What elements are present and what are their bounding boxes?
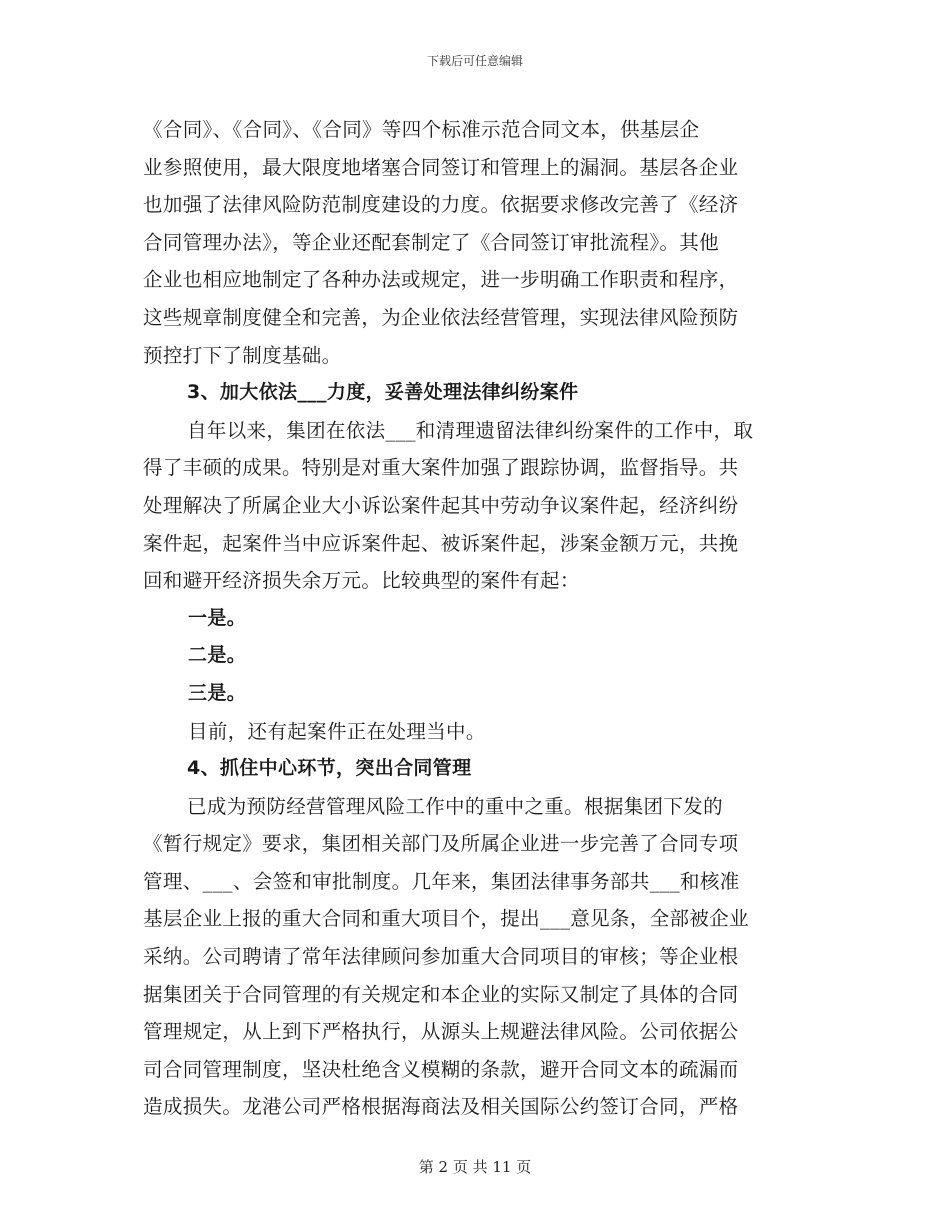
paragraph-line: 《暂行规定》要求，集团相关部门及所属企业进一步完善了合同专项 <box>143 832 739 856</box>
paragraph-line: 回和避开经济损失余万元。比较典型的案件有起： <box>143 569 580 593</box>
paragraph-line: 管理、___、会签和审批制度。几年来，集团法律事务部共___和核准 <box>143 869 740 893</box>
paragraph-line: 业参照使用，最大限度地堵塞合同签订和管理上的漏洞。基层各企业 <box>143 155 739 179</box>
paragraph-line: 这些规章制度健全和完善，为企业依法经营管理，实现法律风险预防 <box>143 305 739 329</box>
paragraph-line: 目前，还有起案件正在处理当中。 <box>188 719 486 743</box>
paragraph-line: 基层企业上报的重大合同和重大项目个，提出___意见条，全部被企业 <box>143 907 749 931</box>
paragraph-line: 造成损失。龙港公司严格根据海商法及相关国际公约签订合同，严格 <box>143 1095 739 1119</box>
paragraph-line: 也加强了法律风险防范制度建设的力度。依据要求修改完善了《经济 <box>143 193 739 217</box>
paragraph-line: 合同管理办法》，等企业还配套制定了《合同签订审批流程》。其他 <box>143 230 720 254</box>
section-heading-3: 3、加大依法___力度，妥善处理法律纠纷案件 <box>187 381 579 404</box>
list-item-1: 一是。 <box>188 606 247 629</box>
list-item-2: 二是。 <box>188 644 247 667</box>
paragraph-line: 据集团关于合同管理的有关规定和本企业的实际又制定了具体的合同 <box>143 982 739 1006</box>
paragraph-line: 《合同》、《合同》、《合同》等四个标准示范合同文本，供基层企 <box>143 118 700 141</box>
paragraph-line: 企业也相应地制定了各种办法或规定，进一步明确工作职责和程序， <box>143 268 739 292</box>
paragraph-line: 处理解决了所属企业大小诉讼案件起其中劳动争议案件起，经济纠纷 <box>143 493 739 517</box>
page-footer: 第 2 页 共 11 页 <box>418 1158 532 1176</box>
paragraph-line: 已成为预防经营管理风险工作中的重中之重。根据集团下发的 <box>187 794 723 818</box>
document-body <box>143 111 808 1126</box>
paragraph-line: 管理规定，从上到下严格执行，从源头上规避法律风险。公司依据公 <box>143 1020 739 1044</box>
page-header: 下载后可任意编辑 <box>426 54 523 68</box>
paragraph-line: 案件起，起案件当中应诉案件起、被诉案件起，涉案金额万元，共挽 <box>143 531 739 555</box>
paragraph-line: 采纳。公司聘请了常年法律顾问参加重大合同项目的审核；等企业根 <box>143 945 739 969</box>
list-item-3: 三是。 <box>188 681 247 704</box>
paragraph-line: 预控打下了制度基础。 <box>143 343 342 367</box>
paragraph-line: 自年以来，集团在依法___和清理遗留法律纠纷案件的工作中，取 <box>187 418 754 442</box>
paragraph-line: 司合同管理制度，坚决杜绝含义模糊的条款，避开合同文本的疏漏而 <box>143 1057 739 1081</box>
section-heading-4: 4、抓住中心环节，突出合同管理 <box>187 757 472 780</box>
paragraph-line: 得了丰硕的成果。特别是对重大案件加强了跟踪协调，监督指导。共 <box>143 456 739 480</box>
